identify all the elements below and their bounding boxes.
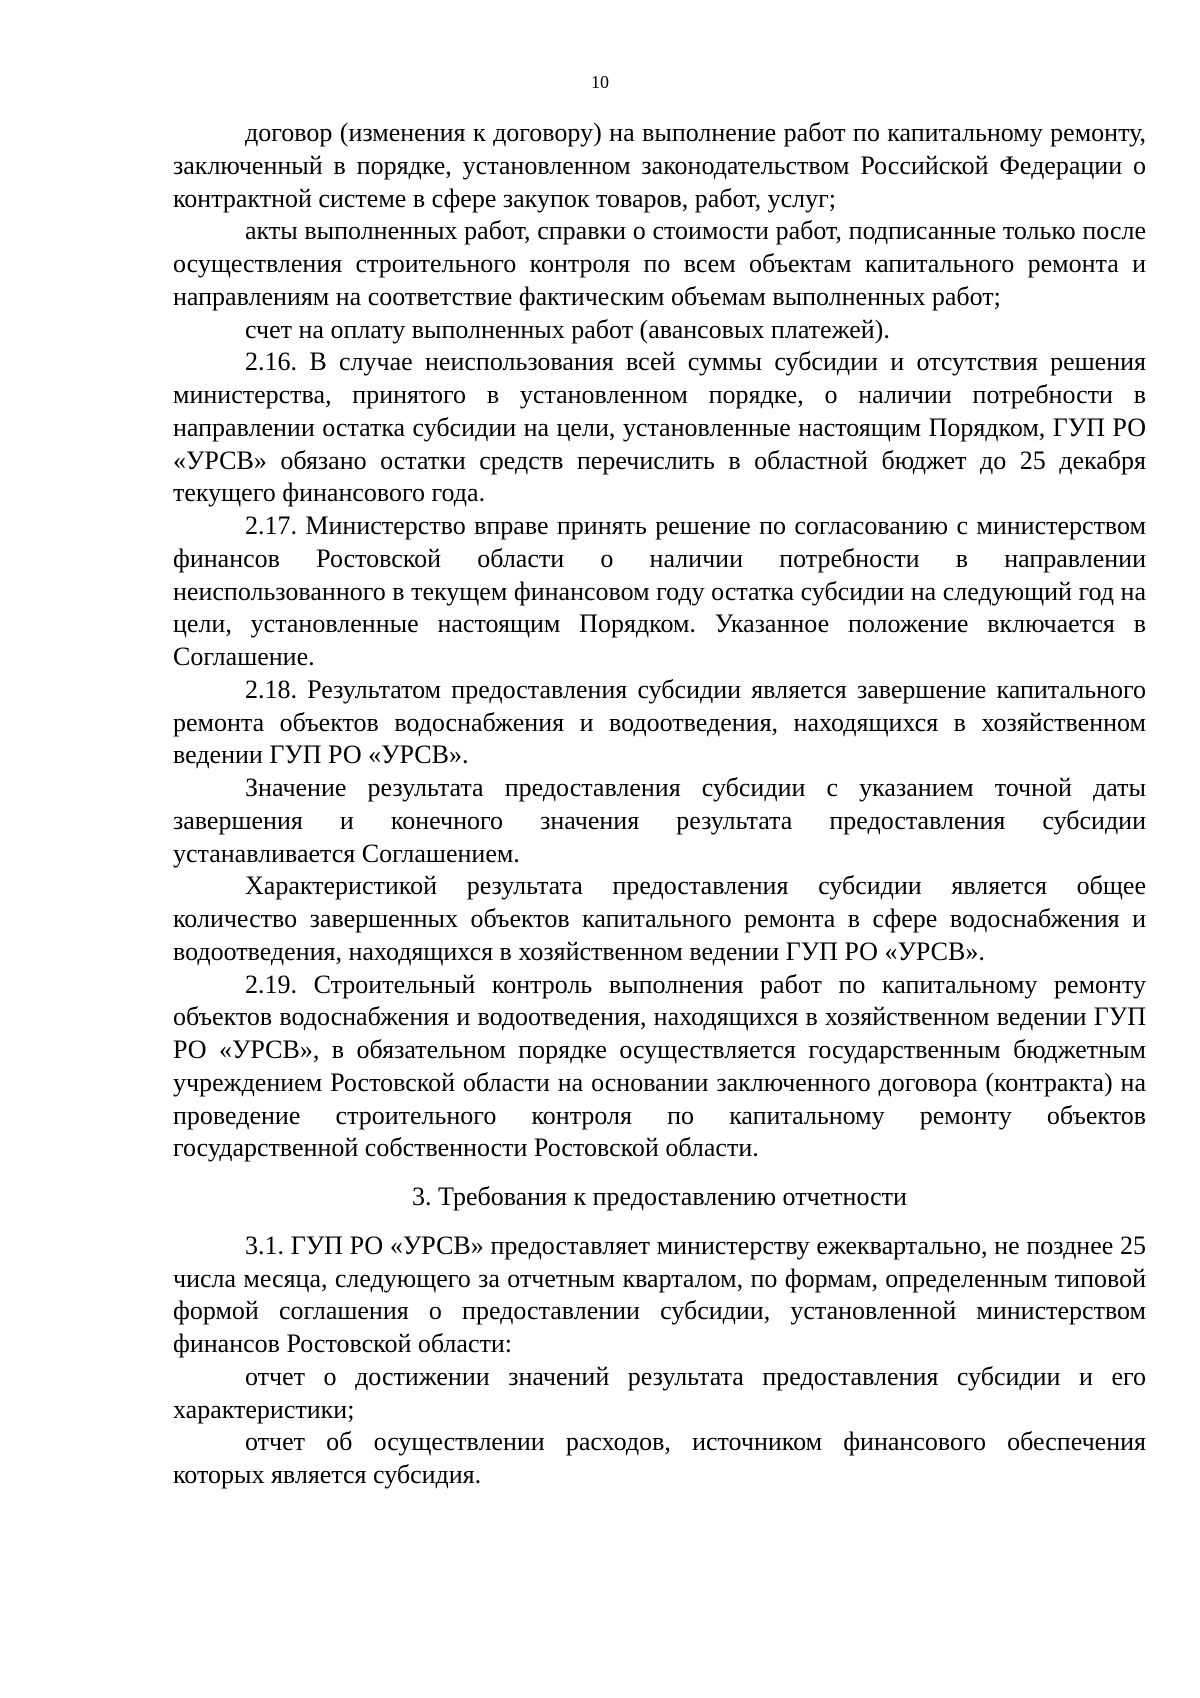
paragraph-2-19: 2.19. Строительный контроль выполнения работ по капитальному ремонту объектов водоснабжения и водоотведения, находящихся в хозяйственном ведении ГУП РО «УРСВ», в обязательном порядке осуществляется государственным бюджетным учреждением Ростовской области на основании заключенного договора (контракта) на проведение строительного контроля по капитальному ремонту объектов государственной собственности Ростовской области. (173, 969, 1146, 1163)
document-body (173, 117, 1146, 1492)
paragraph-2-18: 2.18. Результатом предоставления субсидии является завершение капитального ремонта объектов водоснабжения и водоотведения, находящихся в хозяйственном ведении ГУП РО «УРСВ». (173, 674, 1146, 770)
paragraph-3-1: 3.1. ГУП РО «УРСВ» предоставляет министерству ежеквартально, не позднее 25 числа месяца, следующего за отчетным кварталом, по формам, определенным типовой формой соглашения о предоставлении субсидии, установленной министерством финансов Ростовской области: (173, 1230, 1146, 1358)
section-heading: 3. Требования к предоставлению отчетности (412, 1182, 907, 1211)
paragraph-report-expenses: отчет об осуществлении расходов, источником финансового обеспечения которых является субсидия. (173, 1427, 1146, 1489)
page-number: 10 (591, 72, 609, 92)
paragraph-result-characteristic: Характеристикой результата предоставления субсидии является общее количество завершенных объектов капитального ремонта в сфере водоснабжения и водоотведения, находящихся в хозяйственном ведении ГУП РО «УРСВ». (173, 871, 1146, 966)
paragraph-2-17: 2.17. Министерство вправе принять решение по согласованию с министерством финансов Ростовской области о наличии потребности в направлении неиспользованного в текущем финансовом году остатка субсидии на следующий год на цели, установленные настоящим Порядком. Указанное положение включается в Соглашение. (173, 511, 1146, 671)
paragraph-acts: акты выполненных работ, справки о стоимости работ, подписанные только после осуществления строительного контроля по всем объектам капитального ремонта и направлениям на соответствие фактическим объемам выполненных работ; (173, 216, 1146, 311)
paragraph-report-results: отчет о достижении значений результата предоставления субсидии и его характеристики; (173, 1361, 1146, 1424)
paragraph-contract: договор (изменения к договору) на выполнение работ по капитальному ремонту, заключенный в порядке, установленном законодательством Российской Федерации о контрактной системе в сфере закупок товаров, работ, услуг; (173, 118, 1146, 213)
paragraph-2-16: 2.16. В случае неиспользования всей суммы субсидии и отсутствия решения министерства, принятого в установленном порядке, о наличии потребности в направлении остатка субсидии на цели, установленные настоящим Порядком, ГУП РО «УРСВ» обязано остатки средств перечислить в областной бюджет до 25 декабря текущего финансового года. (173, 347, 1146, 508)
paragraph-invoice: счет на оплату выполненных работ (авансовых платежей). (245, 314, 890, 344)
paragraph-result-value: Значение результата предоставления субсидии с указанием точной даты завершения и конечного значения результата предоставления субсидии устанавливается Соглашением. (173, 773, 1146, 868)
